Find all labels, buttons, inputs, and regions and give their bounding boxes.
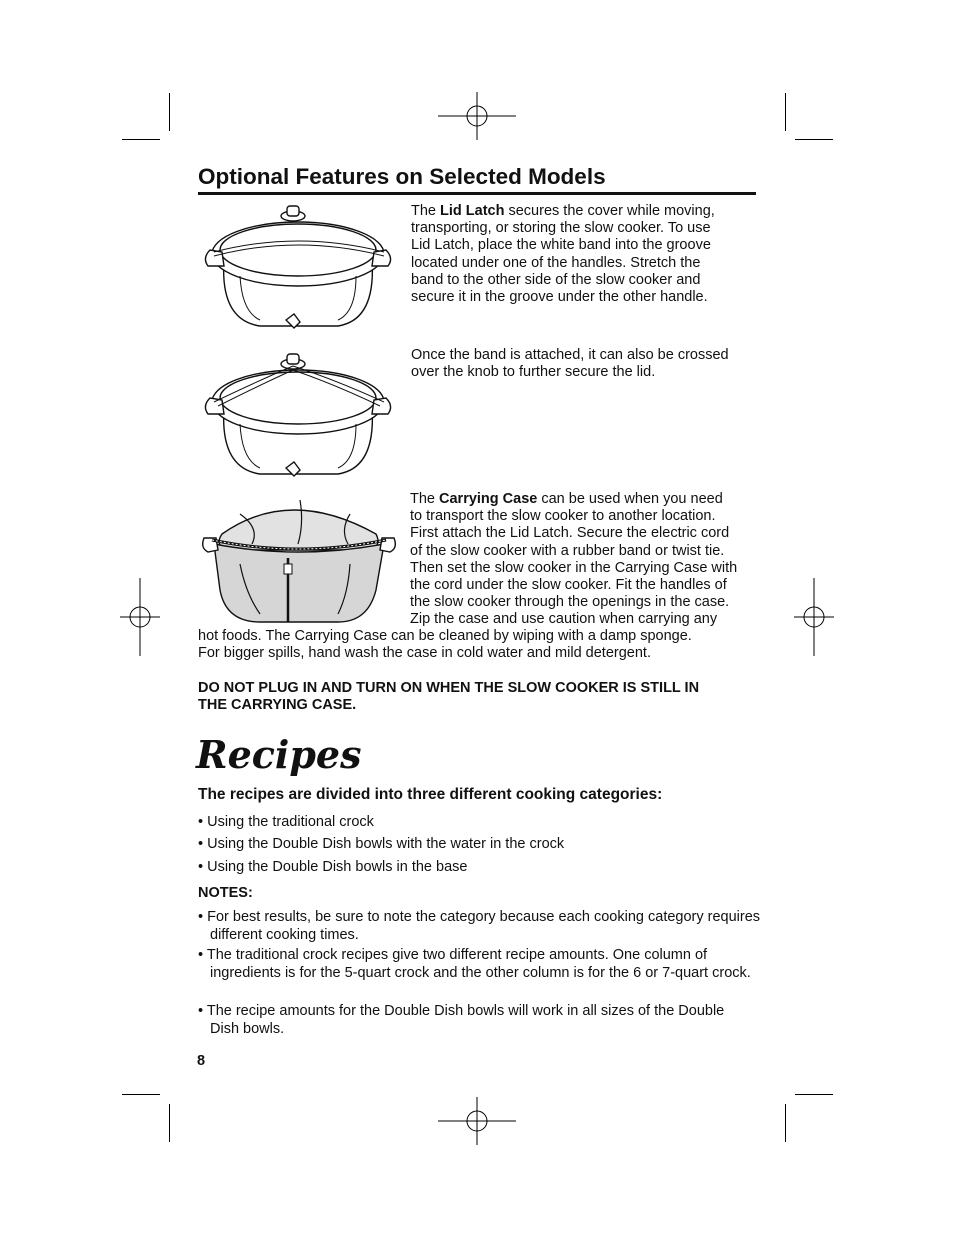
carrying-case-illustration — [200, 494, 396, 624]
registration-target-icon — [438, 1097, 516, 1145]
text-line: the cord under the slow cooker. Fit the handles of — [410, 577, 727, 594]
category-item: • Using the Double Dish bowls with the water in the crock — [198, 836, 565, 852]
text-line: over the knob to further secure the lid. — [411, 364, 656, 381]
slow-cooker-lid-latch-illustration — [200, 202, 396, 334]
lid-latch-paragraph — [411, 203, 756, 306]
category-item: • Using the Double Dish bowls in the base — [198, 859, 468, 875]
warning-text — [198, 680, 758, 714]
text-line: THE CARRYING CASE. — [198, 697, 357, 714]
lid-latch-pre: The — [411, 203, 441, 219]
note-item: • For best results, be sure to note the category because each cooking category requires different cooking times. — [198, 909, 761, 943]
registration-target-icon — [120, 578, 160, 656]
text-line: hot foods. The Carrying Case can be cleaned by wiping with a damp sponge. — [198, 628, 692, 644]
notes-heading: NOTES: — [198, 885, 253, 901]
recipes-title: Recipes — [196, 732, 362, 777]
category-item: • Using the traditional crock — [198, 814, 374, 830]
note-item: • The traditional crock recipes give two different recipe amounts. One column of ingredients is for the 5-quart crock and the other column is for the 6 or 7-quart crock. — [198, 947, 751, 981]
crossed-band-paragraph — [411, 347, 756, 381]
carrying-case-line1-rest: can be used when you need — [537, 491, 723, 507]
page-number: 8 — [197, 1053, 206, 1069]
text-line: located under one of the handles. Stretch the — [411, 254, 701, 271]
lid-latch-term: Lid Latch — [440, 203, 505, 219]
text-line: Once the band is attached, it can also be crossed — [411, 347, 729, 363]
section-heading: Optional Features on Selected Models — [198, 163, 756, 195]
recipes-intro: The recipes are divided into three different cooking categories: — [198, 786, 663, 803]
text-line: transporting, or storing the slow cooker. To use — [411, 220, 711, 237]
text-line: Zip the case and use caution when carrying any — [410, 611, 718, 628]
note-item: • The recipe amounts for the Double Dish bowls will work in all sizes of the Double Dish bowls. — [198, 1003, 725, 1037]
lid-latch-first-line — [411, 203, 756, 220]
text-line: First attach the Lid Latch. Secure the electric cord — [410, 525, 730, 542]
text-line: Lid Latch, place the white band into the groove — [411, 237, 711, 254]
carrying-case-first-line — [410, 491, 760, 508]
carrying-case-paragraph — [410, 491, 760, 629]
lid-latch-line1-rest: secures the cover while moving, — [504, 203, 715, 219]
text-line: the slow cooker through the openings in the case. — [410, 594, 730, 611]
text-line: Then set the slow cooker in the Carrying Case with — [410, 559, 738, 576]
registration-target-icon — [794, 578, 834, 656]
carrying-case-term: Carrying Case — [439, 491, 538, 507]
carrying-case-continued — [198, 628, 758, 662]
carrying-case-pre: The — [410, 491, 440, 507]
text-line: secure it in the groove under the other handle. — [411, 289, 708, 306]
text-line: band to the other side of the slow cooker and — [411, 271, 701, 288]
text-line: of the slow cooker with a rubber band or twist tie. — [410, 542, 725, 559]
slow-cooker-crossed-band-illustration — [200, 350, 396, 482]
registration-target-icon — [438, 92, 516, 140]
text-line: DO NOT PLUG IN AND TURN ON WHEN THE SLOW COOKER IS STILL IN — [198, 680, 700, 696]
text-line: For bigger spills, hand wash the case in cold water and mild detergent. — [198, 645, 651, 662]
text-line: to transport the slow cooker to another location. — [410, 508, 716, 525]
